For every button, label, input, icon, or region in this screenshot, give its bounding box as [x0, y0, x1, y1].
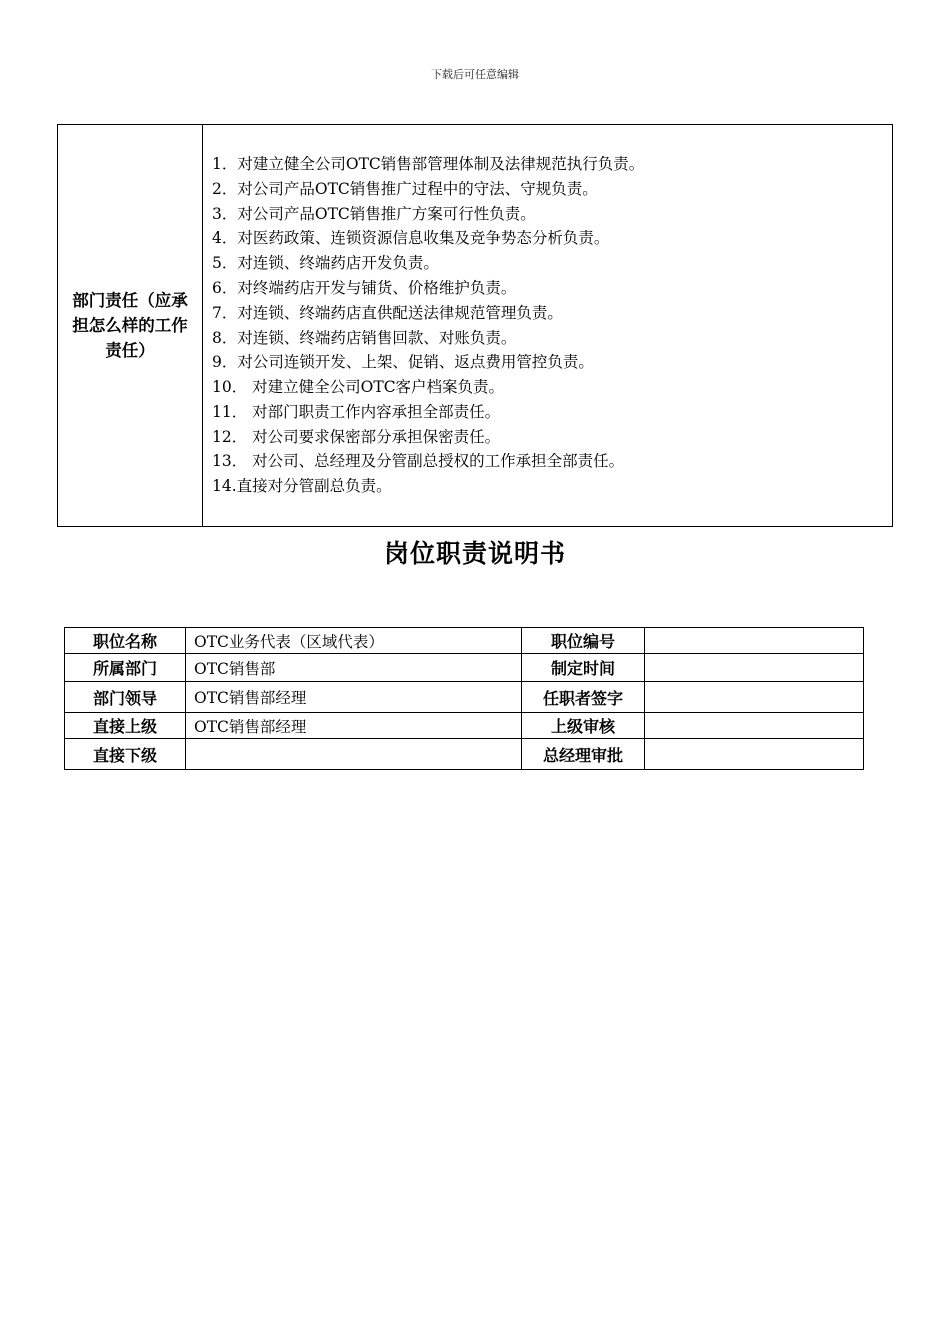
responsibility-item: 8．对连锁、终端药店销售回款、对账负责。 [212, 328, 517, 347]
responsibility-item: 1．对建立健全公司OTC销售部管理体制及法律规范执行负责。 [212, 154, 645, 173]
responsibility-item: 11． 对部门职责工作内容承担全部责任。 [212, 402, 501, 421]
header-note: 下载后可任意编辑 [431, 68, 519, 81]
superior-review-value [645, 713, 864, 739]
table-row [65, 682, 864, 713]
responsibility-item: 12． 对公司要求保密部分承担保密责任。 [212, 427, 501, 446]
responsibility-item: 14.直接对分管副总负责。 [212, 477, 392, 496]
superior-review-label: 上级审核 [522, 713, 645, 739]
responsibility-content [203, 125, 893, 527]
responsibility-item: 10． 对建立健全公司OTC客户档案负责。 [212, 378, 505, 397]
responsibility-item: 3．对公司产品OTC销售推广方案可行性负责。 [212, 204, 536, 223]
responsibility-row [58, 125, 893, 527]
responsibility-label: 部门责任（应承担怎么样的工作责任） [58, 125, 203, 527]
position-name-label: 职位名称 [65, 628, 186, 654]
direct-subordinate-value [186, 739, 522, 770]
department-label: 所属部门 [65, 654, 186, 682]
department-leader-value: OTC销售部经理 [186, 682, 522, 713]
responsibility-table [57, 124, 893, 527]
table-row [65, 654, 864, 682]
responsibility-item: 4．对医药政策、连锁资源信息收集及竞争势态分析负责。 [212, 229, 610, 248]
gm-approval-value [645, 739, 864, 770]
responsibility-item: 2．对公司产品OTC销售推广过程中的守法、守规负责。 [212, 179, 598, 198]
table-row [65, 628, 864, 654]
responsibility-list [203, 152, 892, 499]
department-leader-label: 部门领导 [65, 682, 186, 713]
holder-signature-label: 任职者签字 [522, 682, 645, 713]
job-info-table [64, 627, 864, 770]
position-name-value: OTC业务代表（区域代表） [186, 628, 522, 654]
table-row [65, 739, 864, 770]
direct-superior-label: 直接上级 [65, 713, 186, 739]
created-date-label: 制定时间 [522, 654, 645, 682]
responsibility-item: 6．对终端药店开发与铺货、价格维护负责。 [212, 278, 517, 297]
position-code-label: 职位编号 [522, 628, 645, 654]
responsibility-item: 9．对公司连锁开发、上架、促销、返点费用管控负责。 [212, 353, 594, 372]
department-value: OTC销售部 [186, 654, 522, 682]
position-code-value [645, 628, 864, 654]
direct-superior-value: OTC销售部经理 [186, 713, 522, 739]
table-row [65, 713, 864, 739]
document-title: 岗位职责说明书 [383, 539, 566, 568]
direct-subordinate-label: 直接下级 [65, 739, 186, 770]
responsibility-item: 5．对连锁、终端药店开发负责。 [212, 254, 439, 273]
responsibility-item: 13． 对公司、总经理及分管副总授权的工作承担全部责任。 [212, 452, 625, 471]
gm-approval-label: 总经理审批 [522, 739, 645, 770]
responsibility-item: 7．对连锁、终端药店直供配送法律规范管理负责。 [212, 303, 563, 322]
holder-signature-value [645, 682, 864, 713]
created-date-value [645, 654, 864, 682]
